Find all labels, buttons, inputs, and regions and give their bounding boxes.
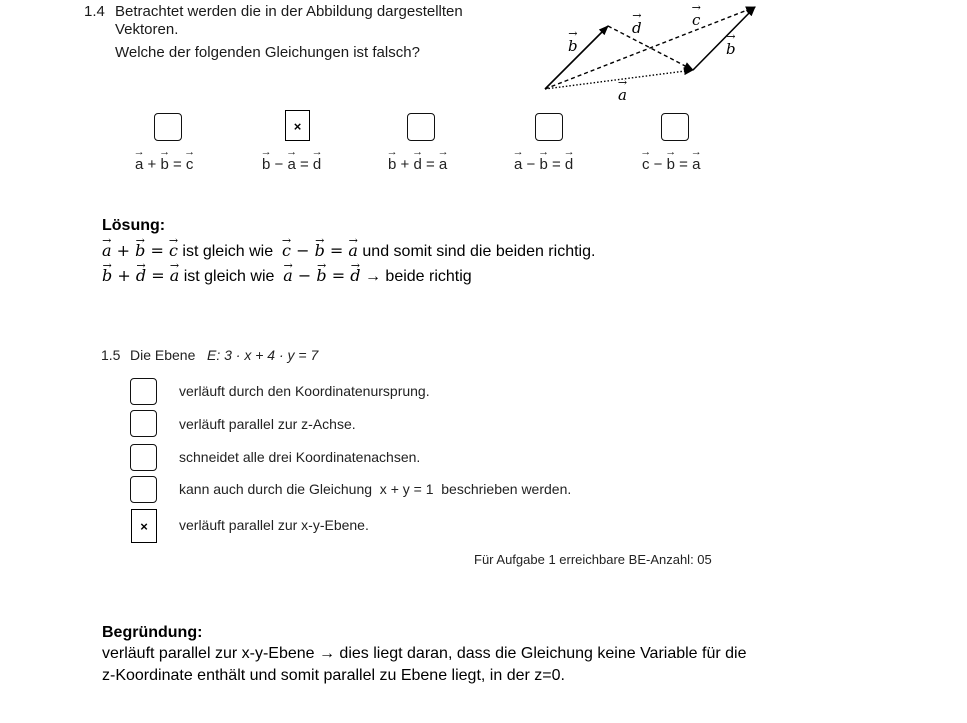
solution-line-1: → a + → b = → c ist gleich wie → c − → b = → a und somit sind die beiden richtig. — [102, 238, 595, 264]
q14-text-line2: Vektoren. — [115, 21, 179, 38]
q14-checkbox-3[interactable] — [407, 113, 435, 141]
figure-label-b-right: → b — [726, 40, 736, 58]
q15-checkbox-5[interactable]: × — [131, 509, 157, 543]
q15-number: 1.5 — [101, 347, 121, 363]
q14-number: 1.4 — [84, 3, 105, 20]
q14-checkbox-1[interactable] — [154, 113, 182, 141]
figure-label-d: → d — [632, 19, 642, 37]
q14-option-eq-2: → b − → a = → d — [262, 156, 321, 173]
reason-line-1: verläuft parallel zur x-y-Ebene → dies liegt daran, dass die Gleichung keine Variable für die — [102, 645, 747, 662]
reason-title: Begründung: — [102, 624, 203, 641]
q14-option-eq-5: → c − → b = → a — [642, 156, 700, 173]
q15-checkbox-3[interactable] — [130, 444, 157, 471]
q14-option-eq-4: → a − → b = → d — [514, 156, 573, 173]
q14-option-eq-1: → a + → b = → c — [135, 156, 193, 173]
q14-option-eq-3: → b + → d = → a — [388, 156, 447, 173]
q15-option-3: schneidet alle drei Koordinatenachsen. — [179, 449, 421, 465]
q15-option-4: kann auch durch die Gleichung x + y = 1 beschrieben werden. — [179, 481, 572, 497]
q14-checkbox-4[interactable] — [535, 113, 563, 141]
q15-option-1: verläuft durch den Koordinatenursprung. — [179, 383, 430, 399]
solution-line-2: → b + → d = → a ist gleich wie → a − → b = → d → beide richtig — [102, 263, 472, 289]
q15-option-2: verläuft parallel zur z-Achse. — [179, 416, 356, 432]
q15-checkbox-2[interactable] — [130, 410, 157, 437]
q15-option-5: verläuft parallel zur x-y-Ebene. — [179, 517, 369, 533]
be-note: Für Aufgabe 1 erreichbare BE-Anzahl: 05 — [474, 552, 712, 567]
q14-checkbox-2[interactable]: × — [285, 110, 310, 141]
q15-plane-equation: E: 3 · x + 4 · y = 7 — [207, 347, 319, 363]
q15-prefix: Die Ebene — [130, 347, 196, 363]
figure-label-b-left: → b — [568, 37, 578, 55]
reason-line-2: z-Koordinate enthält und somit parallel zu Ebene liegt, in der z=0. — [102, 667, 565, 684]
figure-label-c: → c — [692, 11, 700, 29]
q15-checkbox-1[interactable] — [130, 378, 157, 405]
q14-text-line1: Betrachtet werden die in der Abbildung dargestellten — [115, 3, 463, 20]
vector-b-right — [693, 7, 755, 70]
solution-title: Lösung: — [102, 217, 166, 234]
q14-checkbox-5[interactable] — [661, 113, 689, 141]
q15-checkbox-4[interactable] — [130, 476, 157, 503]
q14-question: Welche der folgenden Gleichungen ist falsch? — [115, 44, 420, 61]
figure-label-a: → a — [618, 86, 627, 104]
